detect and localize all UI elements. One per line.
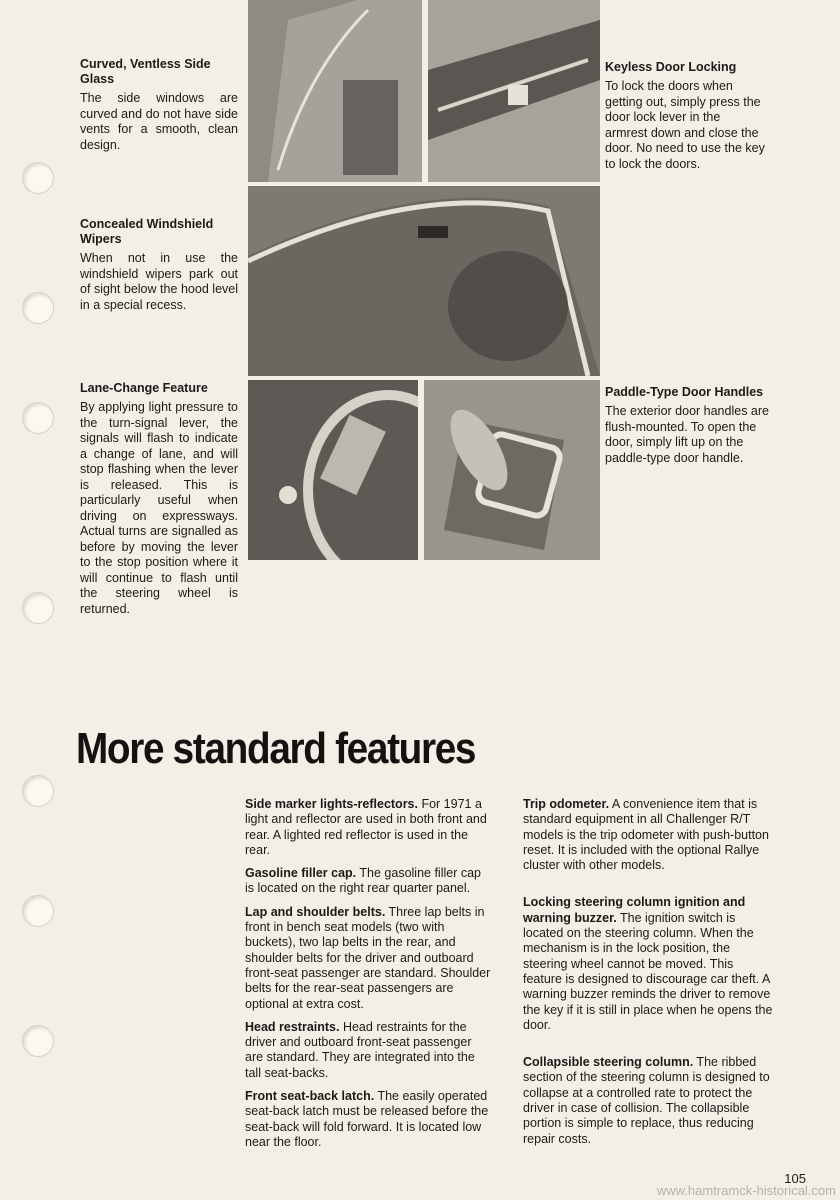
- feature-text: The easily operated seat-back latch must be released before the seat-back will fold forward. It is located low near the floor.: [245, 1089, 489, 1149]
- page-number: 105: [784, 1171, 806, 1186]
- feature-paragraph: [245, 905, 493, 1012]
- feature-lead: Front seat-back latch.: [245, 1089, 375, 1104]
- photo-lane-change: [248, 380, 418, 560]
- caption-body: When not in use the windshield wipers park out of sight below the hood level in a special recess.: [80, 251, 238, 312]
- feature-lead: Collapsible steering column.: [523, 1055, 694, 1070]
- caption-title: Keyless Door Locking: [605, 60, 737, 74]
- caption-title: Curved, Ventless Side Glass: [80, 57, 211, 86]
- binder-hole: [22, 775, 54, 807]
- feature-paragraph: [245, 797, 493, 858]
- section-heading: More standard features: [76, 724, 476, 773]
- feature-paragraph: [245, 1089, 493, 1150]
- right-column: [523, 797, 773, 1155]
- binder-hole: [22, 162, 54, 194]
- feature-paragraph: [245, 1020, 493, 1081]
- feature-lead: Trip odometer.: [523, 797, 610, 811]
- feature-paragraph: [523, 895, 773, 1033]
- caption-title: Paddle-Type Door Handles: [605, 385, 764, 399]
- feature-lead: Head restraints.: [245, 1019, 340, 1034]
- photo-windshield: [248, 186, 600, 376]
- feature-paragraph: [523, 797, 773, 873]
- caption-lane-change: [80, 381, 238, 617]
- caption-body: The side windows are curved and do not have side vents for a smooth, clean design.: [80, 91, 238, 152]
- caption-keyless: [605, 60, 765, 172]
- feature-text: The ribbed section of the steering column is designed to collapse at a controlled rate to protect the driver in case of collision. The collapsible portion is simple to replace, thus reducing repair costs.: [523, 1055, 770, 1146]
- photo-paddle-handle: [424, 380, 600, 560]
- caption-title: Concealed Windshield Wipers: [80, 217, 214, 246]
- feature-text: Head restraints for the driver and outboard front-seat passenger are standard. They are integrated into the tall seat-backs.: [245, 1019, 475, 1080]
- feature-text: The ignition switch is located on the steering column. When the mechanism is in the lock position, the steering wheel cannot be moved. This feature is designed to discourage car theft. A warning buzzer reminds the driver to remove the key if it is still in place when he opens the door.: [523, 910, 773, 1032]
- caption-wipers: [80, 217, 238, 313]
- binder-hole: [22, 895, 54, 927]
- photo-keyless-lock: [428, 0, 600, 182]
- feature-paragraph: [245, 866, 493, 897]
- binder-hole: [22, 402, 54, 434]
- feature-lead: Side marker lights-reflectors.: [245, 797, 418, 811]
- caption-body: By applying light pressure to the turn-signal lever, the signals will flash to indicate a change of lane, and will stop flashing when the lever is released. This is particularly useful when driving on expressways. Actual turns are signalled as before by moving the lever to the stop position where it will continue to flash until the steering wheel is returned.: [80, 400, 238, 616]
- caption-paddle: [605, 385, 770, 466]
- caption-curved-glass: [80, 57, 238, 153]
- caption-title: Lane-Change Feature: [80, 381, 208, 395]
- feature-lead: Lap and shoulder belts.: [245, 904, 386, 919]
- binder-hole: [22, 1025, 54, 1057]
- feature-text: A convenience item that is standard equipment in all Challenger R/T models is the trip odometer with push-button reset. It is included with the optional Rallye cluster with other models.: [523, 797, 769, 873]
- feature-text: The gasoline filler cap is located on the right rear quarter panel.: [245, 866, 481, 896]
- feature-lead: Locking steering column ignition and warning buzzer.: [523, 895, 746, 925]
- feature-text: For 1971 a light and reflector are used in both front and rear. A lighted red reflector is used in the rear.: [245, 797, 487, 857]
- feature-lead: Gasoline filler cap.: [245, 866, 357, 881]
- photo-side-glass: [248, 0, 422, 182]
- watermark: www.hamtramck-historical.com: [656, 1183, 836, 1198]
- binder-hole: [22, 292, 54, 324]
- left-column: [245, 797, 493, 1158]
- binder-hole: [22, 592, 54, 624]
- caption-body: The exterior door handles are flush-mounted. To open the door, simply lift up on the paddle-type door handle.: [605, 404, 769, 465]
- feature-text: Three lap belts in front in bench seat models (two with buckets), two lap belts in the rear, and shoulder belts for the driver and outboard front-seat passenger are standard. Shoulder belts for the rear-seat passengers are optional at extra cost.: [245, 904, 491, 1011]
- caption-body: To lock the doors when getting out, simply press the door lock lever in the armrest down and close the door. No need to use the key to lock the doors.: [605, 79, 765, 171]
- feature-paragraph: [523, 1055, 773, 1147]
